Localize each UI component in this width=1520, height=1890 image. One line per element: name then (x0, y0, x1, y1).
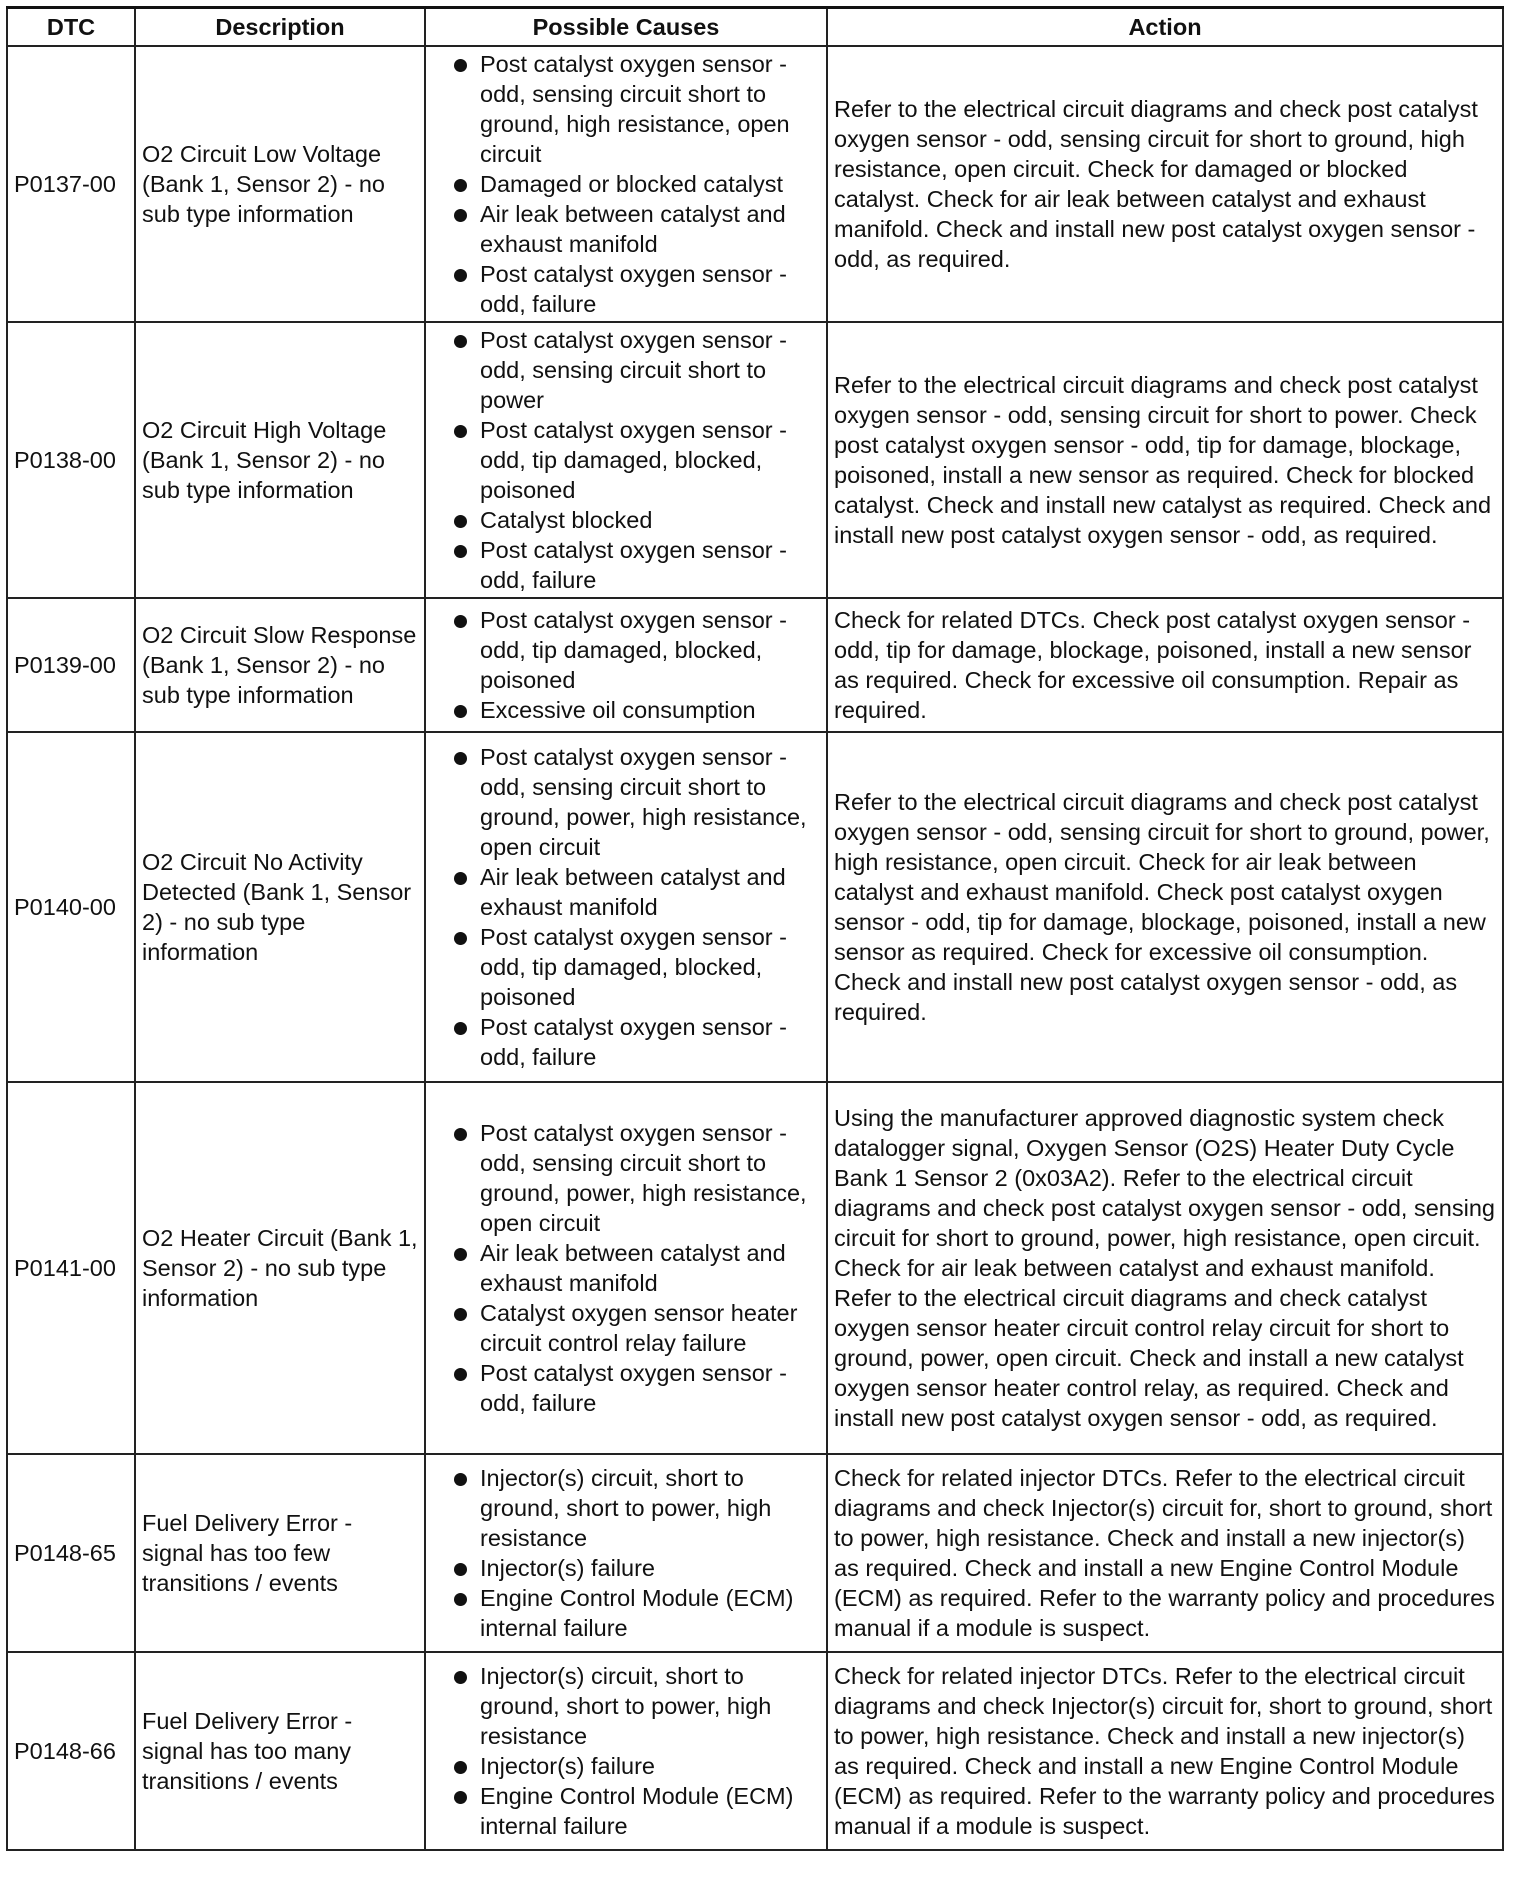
dtc-code: P0138-00 (7, 322, 135, 598)
table-row (7, 1082, 1503, 1454)
cause-item: Post catalyst oxygen sensor - odd, failure (432, 535, 820, 595)
possible-causes (425, 1082, 827, 1454)
possible-causes (425, 322, 827, 598)
cause-item: Air leak between catalyst and exhaust manifold (432, 199, 820, 259)
cause-item: Catalyst oxygen sensor heater circuit control relay failure (432, 1298, 820, 1358)
cause-item: Injector(s) failure (432, 1751, 820, 1781)
dtc-description: Fuel Delivery Error - signal has too many transitions / events (135, 1652, 425, 1850)
cause-item: Post catalyst oxygen sensor - odd, tip damaged, blocked, poisoned (432, 605, 820, 695)
possible-causes (425, 732, 827, 1082)
cause-item: Engine Control Module (ECM) internal failure (432, 1583, 820, 1643)
cause-item: Engine Control Module (ECM) internal failure (432, 1781, 820, 1841)
cause-item: Post catalyst oxygen sensor - odd, sensing circuit short to power (432, 325, 820, 415)
table-row (7, 1652, 1503, 1850)
cause-item: Catalyst blocked (432, 505, 820, 535)
table-row (7, 46, 1503, 322)
header-description: Description (135, 8, 425, 47)
dtc-code: P0137-00 (7, 46, 135, 322)
cause-item: Excessive oil consumption (432, 695, 820, 725)
cause-item: Post catalyst oxygen sensor - odd, sensing circuit short to ground, power, high resistance, open circuit (432, 742, 820, 862)
action-text: Refer to the electrical circuit diagrams and check post catalyst oxygen sensor - odd, sensing circuit for short to ground, power, high resistance, open circuit. Check for air leak between catalyst and exhaust manifold. Check post catalyst oxygen sensor - odd, tip for damage, blockage, poisoned, install a new sensor as required. Check for excessive oil consumption. Check and install new post catalyst oxygen sensor - odd, as required. (827, 732, 1503, 1082)
table-row (7, 322, 1503, 598)
table-header-row (7, 8, 1503, 47)
cause-item: Post catalyst oxygen sensor - odd, sensing circuit short to ground, high resistance, open circuit (432, 49, 820, 169)
action-text: Refer to the electrical circuit diagrams and check post catalyst oxygen sensor - odd, sensing circuit for short to power. Check post catalyst oxygen sensor - odd, tip for damage, blockage, poisoned, install a new sensor as required. Check for blocked catalyst. Check and install new catalyst as required. Check and install new post catalyst oxygen sensor - odd, as required. (827, 322, 1503, 598)
header-possible-causes: Possible Causes (425, 8, 827, 47)
cause-item: Post catalyst oxygen sensor - odd, tip damaged, blocked, poisoned (432, 415, 820, 505)
header-action: Action (827, 8, 1503, 47)
cause-item: Air leak between catalyst and exhaust manifold (432, 1238, 820, 1298)
table-row (7, 598, 1503, 732)
cause-item: Damaged or blocked catalyst (432, 169, 820, 199)
header-dtc: DTC (7, 8, 135, 47)
cause-item: Air leak between catalyst and exhaust manifold (432, 862, 820, 922)
table-row (7, 732, 1503, 1082)
cause-item: Post catalyst oxygen sensor - odd, failure (432, 1358, 820, 1418)
dtc-code: P0141-00 (7, 1082, 135, 1454)
possible-causes (425, 46, 827, 322)
cause-item: Injector(s) circuit, short to ground, short to power, high resistance (432, 1661, 820, 1751)
dtc-code: P0140-00 (7, 732, 135, 1082)
cause-item: Injector(s) circuit, short to ground, short to power, high resistance (432, 1463, 820, 1553)
dtc-description: O2 Circuit No Activity Detected (Bank 1, Sensor 2) - no sub type information (135, 732, 425, 1082)
dtc-table (6, 6, 1504, 1851)
dtc-description: O2 Circuit Slow Response (Bank 1, Sensor 2) - no sub type information (135, 598, 425, 732)
action-text: Refer to the electrical circuit diagrams and check post catalyst oxygen sensor - odd, sensing circuit for short to ground, high resistance, open circuit. Check for damaged or blocked catalyst. Check for air leak between catalyst and exhaust manifold. Check and install new post catalyst oxygen sensor - odd, as required. (827, 46, 1503, 322)
action-text: Check for related injector DTCs. Refer to the electrical circuit diagrams and check Injector(s) circuit for, short to ground, short to power, high resistance. Check and install a new injector(s) as required. Check and install a new Engine Control Module (ECM) as required. Refer to the warranty policy and procedures manual if a module is suspect. (827, 1454, 1503, 1652)
dtc-description: O2 Circuit High Voltage (Bank 1, Sensor 2) - no sub type information (135, 322, 425, 598)
possible-causes (425, 598, 827, 732)
cause-item: Post catalyst oxygen sensor - odd, failure (432, 1012, 820, 1072)
action-text: Using the manufacturer approved diagnostic system check datalogger signal, Oxygen Sensor (O2S) Heater Duty Cycle Bank 1 Sensor 2 (0x03A2). Refer to the electrical circuit diagrams and check post catalyst oxygen sensor - odd, sensing circuit for short to ground, power, high resistance, open circuit. Check for air leak between catalyst and exhaust manifold. Refer to the electrical circuit diagrams and check catalyst oxygen sensor heater circuit control relay circuit for short to ground, power, open circuit. Check and install a new catalyst oxygen sensor heater control relay, as required. Check and install new post catalyst oxygen sensor - odd, as required. (827, 1082, 1503, 1454)
action-text: Check for related injector DTCs. Refer to the electrical circuit diagrams and check Injector(s) circuit for, short to ground, short to power, high resistance. Check and install a new injector(s) as required. Check and install a new Engine Control Module (ECM) as required. Refer to the warranty policy and procedures manual if a module is suspect. (827, 1652, 1503, 1850)
dtc-description: O2 Circuit Low Voltage (Bank 1, Sensor 2) - no sub type information (135, 46, 425, 322)
table-row (7, 1454, 1503, 1652)
cause-item: Post catalyst oxygen sensor - odd, failure (432, 259, 820, 319)
cause-item: Post catalyst oxygen sensor - odd, sensing circuit short to ground, power, high resistance, open circuit (432, 1118, 820, 1238)
action-text: Check for related DTCs. Check post catalyst oxygen sensor - odd, tip for damage, blockage, poisoned, install a new sensor as required. Check for excessive oil consumption. Repair as required. (827, 598, 1503, 732)
dtc-description: O2 Heater Circuit (Bank 1, Sensor 2) - no sub type information (135, 1082, 425, 1454)
dtc-code: P0148-66 (7, 1652, 135, 1850)
dtc-description: Fuel Delivery Error - signal has too few transitions / events (135, 1454, 425, 1652)
cause-item: Injector(s) failure (432, 1553, 820, 1583)
dtc-code: P0148-65 (7, 1454, 135, 1652)
possible-causes (425, 1652, 827, 1850)
cause-item: Post catalyst oxygen sensor - odd, tip damaged, blocked, poisoned (432, 922, 820, 1012)
possible-causes (425, 1454, 827, 1652)
dtc-code: P0139-00 (7, 598, 135, 732)
